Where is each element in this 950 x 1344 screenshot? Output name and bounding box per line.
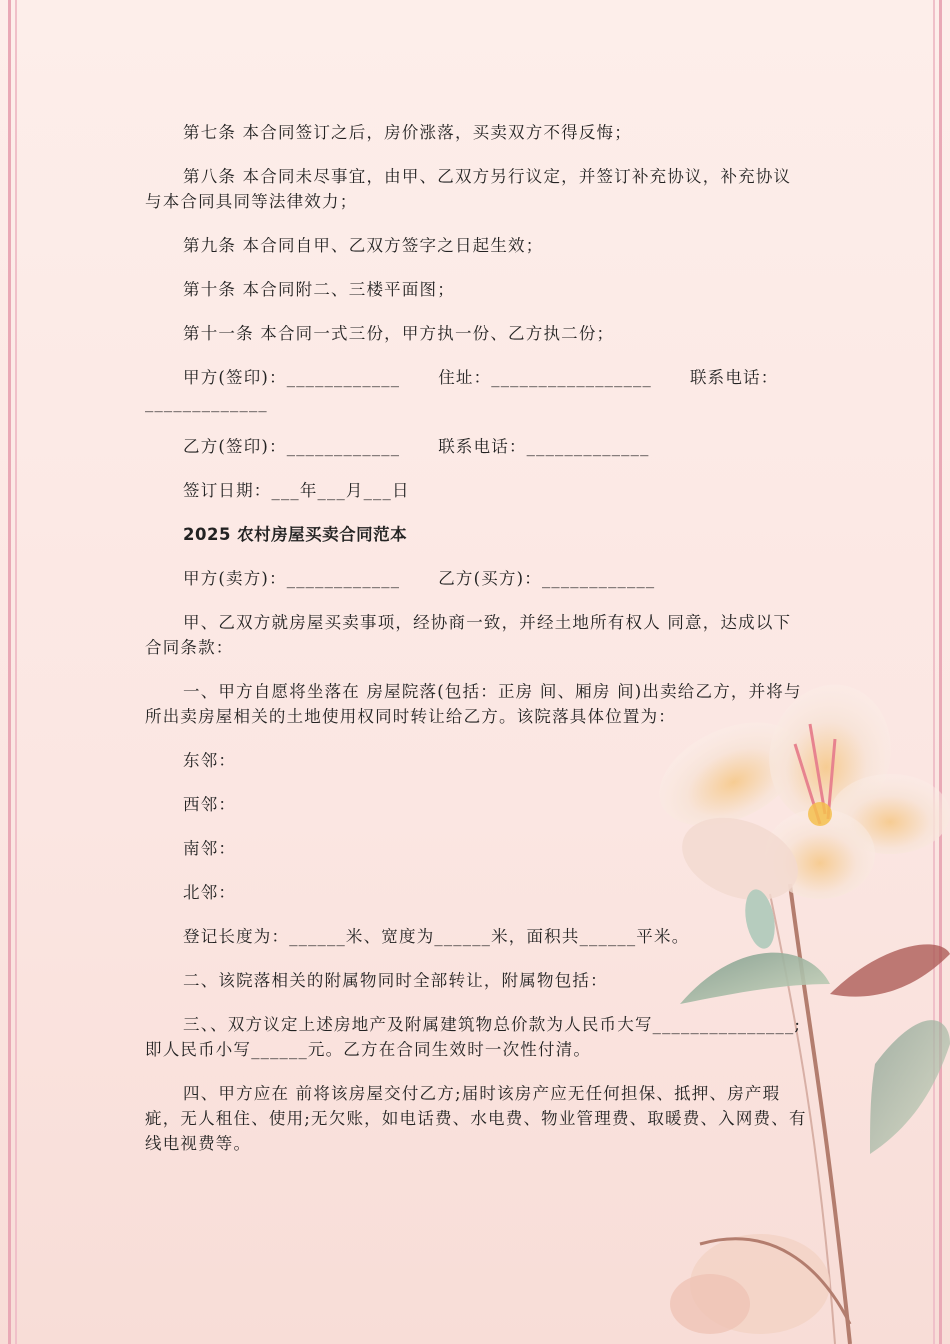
party-a-phone: 联系电话：_____________ — [145, 368, 779, 412]
parties-line — [145, 566, 807, 591]
clause-3: 三、、双方议定上述房地产及附属建筑物总价款为人民币大写_______________;即人民币小写______元。乙方在合同生效时一次性付清。 — [145, 1015, 802, 1059]
party-a-signature-line — [145, 365, 807, 415]
clause-1: 一、甲方自愿将坐落在 房屋院落(包括：正房 间、厢房 间)出卖给乙方，并将与所出卖房屋相关的土地使用权同时转让给乙方。该院落具体位置为： — [145, 682, 802, 726]
south-neighbor: 南邻： — [183, 839, 237, 858]
sign-date: 签订日期：___年___月___日 — [183, 481, 410, 500]
buyer-field: 乙方(买方)：____________ — [438, 569, 656, 588]
article-10: 第十条 本合同附二、三楼平面图； — [183, 280, 455, 299]
contract-title: 2025 农村房屋买卖合同范本 — [183, 525, 408, 544]
party-b-signature-line — [145, 434, 807, 459]
article-11: 第十一条 本合同一式三份，甲方执一份、乙方执二份； — [183, 324, 615, 343]
party-b-sign: 乙方(签印)：____________ — [183, 437, 401, 456]
west-neighbor: 西邻： — [183, 795, 237, 814]
left-border-line — [8, 0, 11, 1344]
article-8: 第八条 本合同未尽事宜，由甲、乙双方另行议定，并签订补充协议，补充协议与本合同具同等法律效力； — [145, 167, 792, 211]
left-border-inner-line — [15, 0, 17, 1344]
clause-2: 二、该院落相关的附属物同时全部转让，附属物包括： — [183, 971, 608, 990]
article-9: 第九条 本合同自甲、乙双方签字之日起生效； — [183, 236, 544, 255]
north-neighbor: 北邻： — [183, 883, 237, 902]
document-body — [145, 120, 807, 1175]
party-a-sign: 甲方(签印)：____________ — [183, 368, 401, 387]
clause-4: 四、甲方应在 前将该房屋交付乙方;届时该房产应无任何担保、抵押、房产瑕疵，无人租住、使用;无欠账，如电话费、水电费、物业管理费、取暖费、入网费、有线电视费等。 — [145, 1084, 807, 1153]
party-a-address: 住址：_________________ — [438, 368, 652, 387]
party-b-phone: 联系电话：_____________ — [438, 437, 650, 456]
article-7: 第七条 本合同签订之后，房价涨落，买卖双方不得反悔； — [183, 123, 632, 142]
dimensions-line: 登记长度为：______米、宽度为______米，面积共______平米。 — [183, 927, 690, 946]
intro-paragraph: 甲、乙双方就房屋买卖事项，经协商一致，并经土地所有权人 同意，达成以下合同条款： — [145, 613, 792, 657]
seller-field: 甲方(卖方)：____________ — [183, 569, 401, 588]
east-neighbor: 东邻： — [183, 751, 237, 770]
